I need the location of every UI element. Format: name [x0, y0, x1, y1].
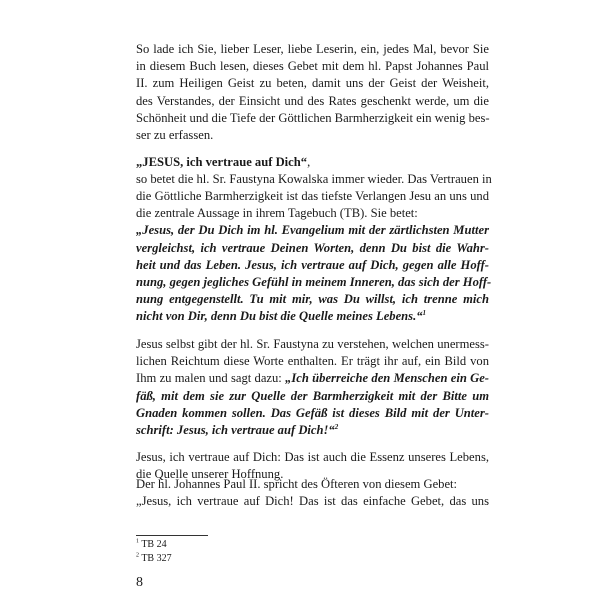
text-line: in diesem Buch lesen, dieses Gebet mit dem hl. Papst Johannes Paul — [136, 59, 489, 73]
text-line: lichen Reichtum diese Worte enthalten. Er trägt ihr auf, ein Bild von — [136, 354, 489, 368]
quote-line: vergleichst, ich vertraue Deinen Worten, denn Du bist die Wahr- — [136, 241, 489, 255]
text-line: So lade ich Sie, lieber Leser, liebe Leserin, ein, jedes Mal, bevor Sie — [136, 42, 489, 56]
text-line: so betet die hl. Sr. Faustyna Kowalska immer wieder. Das Vertrauen in — [136, 172, 492, 186]
text-line: Jesus selbst gibt der hl. Sr. Faustyna zu verstehen, welchen unermess- — [136, 337, 489, 351]
quote-line — [136, 307, 489, 325]
footnote-text: TB 327 — [141, 553, 172, 564]
text-line: die zentrale Aussage in ihrem Tagebuch (TB). Sie betet: — [136, 206, 418, 220]
text-line — [136, 369, 489, 387]
quote-line: „Jesus, der Du Dich im hl. Evangelium mit der zärtlichsten Mutter — [136, 223, 489, 237]
text-line: Schönheit und die Tiefe der Göttlichen Barmherzigkeit ein wenig bes- — [136, 111, 490, 125]
text-line: Jesus, ich vertraue auf Dich: Das ist auch die Essenz unseres Lebens, — [136, 450, 489, 464]
text-span: Ihm zu malen und sagt dazu: — [136, 371, 286, 385]
text-line: die Quelle unserer Hoffnung. — [136, 467, 284, 481]
text-line: die Göttliche Barmherzigkeit ist das tiefste Verlangen Jesu an uns und — [136, 189, 489, 203]
footnote-ref: 2 — [334, 422, 339, 431]
quote-text: schrift: Jesus, ich vertraue auf Dich!“ — [136, 423, 335, 437]
heading-comma: , — [307, 155, 311, 169]
footnote-number: 1 — [136, 538, 139, 545]
quote-line: heit und das Leben. Jesus, ich vertraue auf Dich, gegen alle Hoff- — [136, 258, 489, 272]
quote-line: nung, gegen jegliches Gefühl in meinem Inneren, das sich der Hoff- — [136, 275, 492, 289]
footnote-number: 2 — [136, 552, 139, 559]
text-line: ser zu erfassen. — [136, 128, 214, 142]
page-number: 8 — [136, 575, 143, 590]
footnote-ref: 1 — [422, 308, 427, 317]
text-line: des Verstandes, der Einsicht und des Rates geschenkt werde, um die — [136, 94, 489, 108]
text-line: Der hl. Johannes Paul II. spricht des Öfteren von diesem Gebet: — [136, 477, 458, 491]
quote-line — [136, 421, 489, 439]
footnote — [136, 553, 172, 565]
quote-line: fäß, mit dem sie zur Quelle der Barmherzigkeit mit der Bitte um — [136, 389, 489, 403]
footnote-text: TB 24 — [141, 539, 167, 550]
section-heading — [136, 153, 489, 171]
footnote-divider — [136, 535, 208, 536]
quote-line: nung entgegenstellt. Tu mit mir, was Du willst, ich trenne mich — [136, 292, 489, 306]
quote-line: Gnaden kommen sollen. Das Gefäß ist dieses Bild mit der Unter- — [136, 406, 489, 420]
text-line: II. zum Heiligen Geist zu beten, damit uns der Geist der Weisheit, — [136, 76, 489, 90]
quote-span: „Ich überreiche den Menschen ein Ge- — [285, 371, 489, 385]
footnote — [136, 539, 167, 551]
text-line: „Jesus, ich vertraue auf Dich! Das ist das einfache Gebet, das uns — [136, 494, 489, 508]
quote-text: nicht von Dir, denn Du bist die Quelle meines Lebens.“ — [136, 309, 423, 323]
heading-text: „JESUS, ich vertraue auf Dich“ — [136, 155, 308, 169]
